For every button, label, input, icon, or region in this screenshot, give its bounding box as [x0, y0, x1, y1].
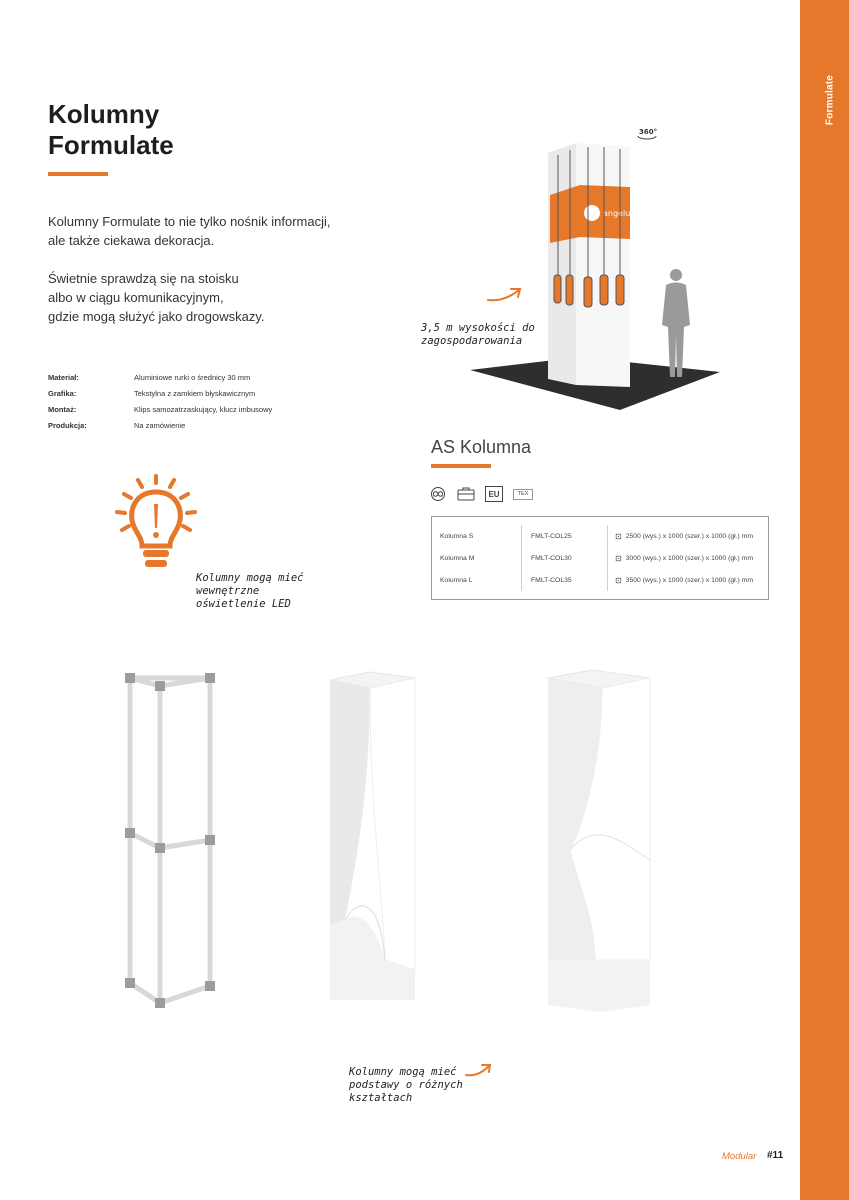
- note-line: zagospodarowania: [421, 335, 523, 347]
- spec-row: [48, 386, 272, 402]
- person-silhouette: [662, 269, 690, 377]
- variant-dims-text: 3000 (wys.) x 1000 (szer.) x 1000 (gł.) mm: [625, 554, 753, 562]
- frame-column-image: [120, 668, 220, 1018]
- note-line: oświetlenie LED: [196, 598, 291, 610]
- lightbulb-icon: [114, 474, 198, 574]
- tex-label: TEX: [517, 491, 529, 497]
- variant-dims-text: 3500 (wys.) x 1000 (szer.) x 1000 (gł.) mm: [625, 576, 753, 584]
- rotate-icon: [638, 136, 656, 139]
- spec-row: [48, 418, 272, 434]
- variant-row: [432, 547, 768, 569]
- triangular-column-image: [325, 670, 420, 1015]
- dimension-icon: ⊡: [615, 531, 622, 541]
- product-title: AS Kolumna: [431, 437, 532, 457]
- spec-row: [48, 370, 272, 386]
- title-line-2: Formulate: [48, 130, 174, 160]
- intro-line: Świetnie sprawdzą się na stoisku: [48, 271, 239, 286]
- variant-dims: [607, 569, 768, 591]
- intro-line: albo w ciągu komunikacyjnym,: [48, 290, 224, 305]
- variant-table: [431, 516, 769, 600]
- logo-band-left: [550, 185, 580, 243]
- intro-paragraph-2: [48, 269, 388, 326]
- column-left-face: [548, 143, 576, 385]
- arrow-icon: [486, 285, 526, 305]
- logo-mark: [584, 205, 600, 221]
- spec-value: Tekstylna z zamkiem błyskawicznym: [134, 389, 256, 398]
- product-underline: [431, 464, 491, 468]
- intro-line: gdzie mogą służyć jako drogowskazy.: [48, 309, 265, 324]
- intro-text: [48, 212, 388, 326]
- column-front-face: [576, 143, 630, 387]
- note-line: Kolumny mogą mieć: [196, 572, 304, 584]
- spec-value: Na zamówienie: [134, 421, 186, 430]
- eu-icon: [485, 486, 503, 502]
- section-label: Formulate: [824, 74, 836, 126]
- rotate-label: 360°: [639, 128, 658, 136]
- variant-row: [432, 525, 768, 547]
- footer-brand: Modular: [722, 1151, 757, 1162]
- variant-dims-text: 2500 (wys.) x 1000 (szer.) x 1000 (gł.) mm: [625, 532, 753, 540]
- variant-code: FMLT-COL35: [521, 569, 607, 591]
- spec-value: Klips samozatrzaskujący, klucz imbusowy: [134, 405, 273, 414]
- spec-key: Grafika:: [48, 389, 77, 398]
- variant-dims: [607, 547, 768, 569]
- note-line: kształtach: [349, 1092, 413, 1104]
- page-number: #11: [767, 1150, 784, 1161]
- eu-label: EU: [488, 489, 500, 499]
- note-line: podstawy o różnych: [349, 1079, 463, 1091]
- variant-code: FMLT-COL25: [521, 525, 607, 547]
- arrow-icon: [464, 1062, 494, 1080]
- note-line: 3,5 m wysokości do: [421, 322, 535, 334]
- variant-name: Kolumna S: [440, 532, 474, 540]
- tex-icon: [513, 489, 533, 500]
- infinity-icon: [429, 486, 447, 502]
- square-column-image: [540, 660, 655, 1015]
- title-line-1: Kolumny: [48, 99, 160, 129]
- hero-column-image: [470, 125, 770, 425]
- spec-value: Aluminiowe rurki o średnicy 30 mm: [134, 373, 251, 382]
- feature-icons: [429, 486, 533, 502]
- spec-row: [48, 402, 272, 418]
- intro-line: ale także ciekawa dekoracja.: [48, 233, 215, 248]
- note-line: wewnętrzne: [196, 585, 260, 597]
- logo-text: angelus: [603, 209, 635, 218]
- intro-line: Kolumny Formulate to nie tylko nośnik informacji,: [48, 214, 331, 229]
- spec-key: Produkcja:: [48, 421, 87, 430]
- variant-name: Kolumna L: [440, 576, 473, 584]
- height-note: [421, 322, 535, 348]
- spec-table: [48, 370, 272, 434]
- variant-code: FMLT-COL30: [521, 547, 607, 569]
- base-note: [349, 1066, 463, 1105]
- variant-row: [432, 569, 768, 591]
- bag-icon: [457, 486, 475, 502]
- dimension-icon: ⊡: [615, 575, 622, 585]
- dimension-icon: ⊡: [615, 553, 622, 563]
- page-title: [48, 99, 174, 161]
- spec-key: Materiał:: [48, 373, 79, 382]
- variant-name: Kolumna M: [440, 554, 475, 562]
- led-note: [196, 572, 303, 611]
- variant-dims: [607, 525, 768, 547]
- spec-key: Montaż:: [48, 405, 77, 414]
- title-underline: [48, 172, 108, 176]
- intro-paragraph-1: [48, 212, 388, 250]
- side-bar: [800, 0, 849, 1200]
- note-line: Kolumny mogą mieć: [349, 1066, 457, 1078]
